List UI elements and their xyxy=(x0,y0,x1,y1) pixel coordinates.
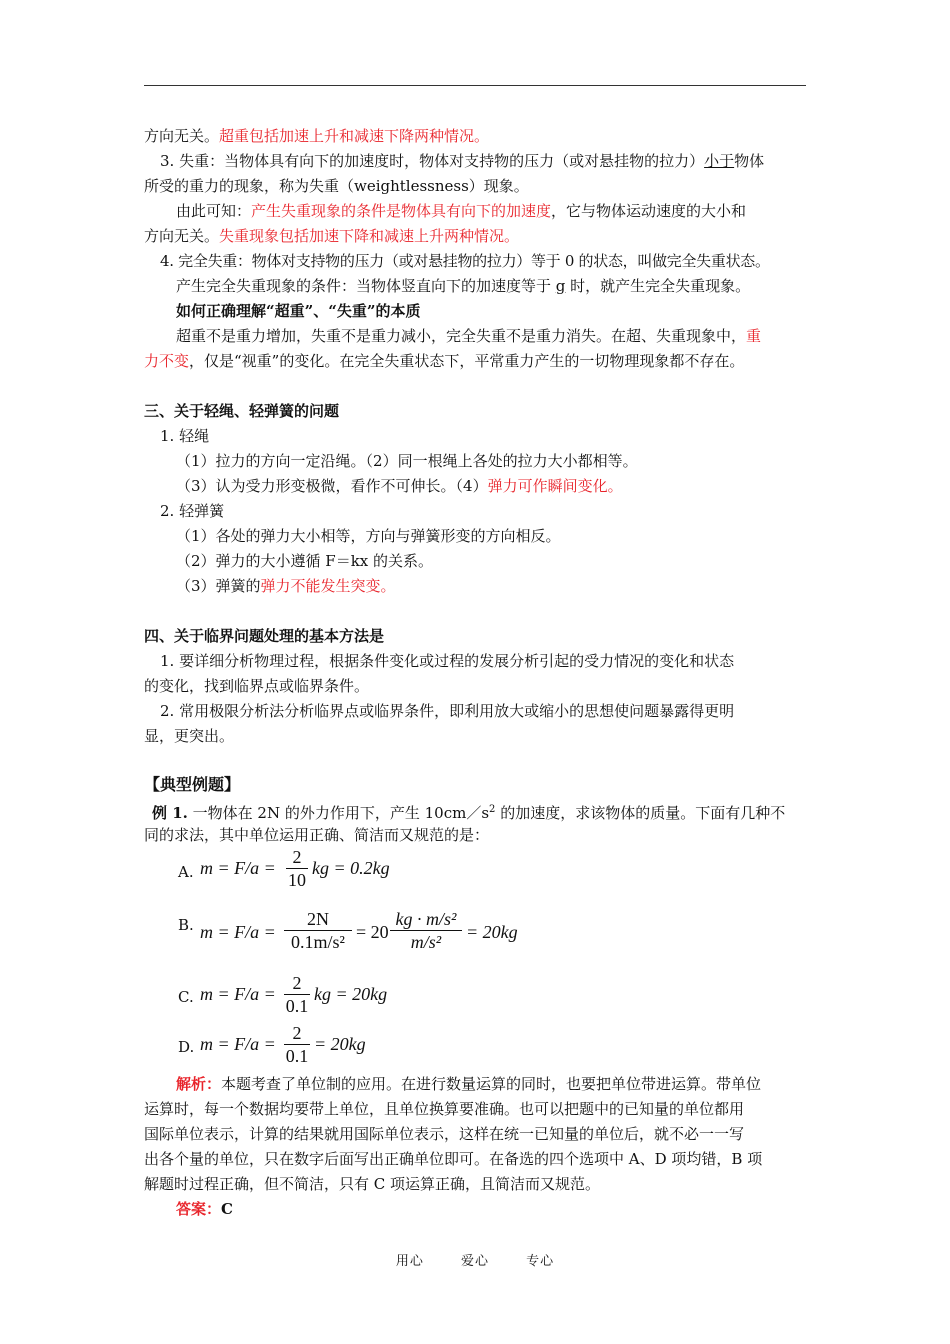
numerator: 2 xyxy=(292,973,302,993)
text-line xyxy=(144,351,744,371)
numerator: kg · m/s² xyxy=(395,909,457,929)
text: ，仅是“视重”的变化。在完全失重状态下，平常重力产生的一切物理现象都不存在。 xyxy=(189,352,745,370)
text: 物体 xyxy=(734,152,765,170)
text-line xyxy=(144,226,519,246)
math-text: = 20 xyxy=(356,922,389,942)
analysis-line xyxy=(144,1149,762,1169)
highlight-text: 弹力可作瞬间变化。 xyxy=(487,477,623,495)
text: C. xyxy=(178,988,194,1006)
text-line xyxy=(144,676,369,696)
option-a-lhs xyxy=(200,858,276,879)
option-b-fraction-2 xyxy=(390,908,462,953)
text: 超重不是重力增加，失重不是重力减小，完全失重不是重力消失。在超、失重现象中， xyxy=(176,327,747,345)
text: 由此可知： xyxy=(176,202,252,220)
text: 的变化，找到临界点或临界条件。 xyxy=(144,677,370,695)
underlined-text: g xyxy=(555,277,566,295)
text-line xyxy=(176,326,761,346)
text: 1. 要详细分析物理过程，根据条件变化或过程的发展分析引起的受力情况的变化和状态 xyxy=(160,652,735,670)
math-text: m = F/a = xyxy=(200,984,276,1004)
option-c-lhs xyxy=(200,984,276,1005)
text: 【典型例题】 xyxy=(144,775,241,794)
math-text: m = F/a = xyxy=(200,858,276,878)
math-text: = 20kg xyxy=(466,922,518,942)
superscript: 2 xyxy=(489,804,496,815)
numerator: 2 xyxy=(292,847,302,867)
text-line xyxy=(176,551,433,571)
analysis-line xyxy=(144,1099,744,1119)
denominator: 0.1m/s² xyxy=(291,932,345,952)
denominator: 0.1 xyxy=(285,1046,309,1066)
text: 运算时，每一个数据均要带上单位，且单位换算要准确。也可以把题中的已知量的单位都用 xyxy=(144,1100,745,1118)
text: 1. 轻绳 xyxy=(160,427,210,445)
footer-text: 爱心 xyxy=(460,1254,489,1269)
text: 如何正确理解“超重”、“失重”的本质 xyxy=(176,302,421,320)
text-line xyxy=(144,726,234,746)
math-text: kg = 20kg xyxy=(314,984,388,1004)
highlight-text: 重 xyxy=(746,327,762,345)
option-b-lhs xyxy=(200,922,276,943)
option-b-mid xyxy=(356,922,389,943)
text-line xyxy=(160,151,764,171)
option-a-rhs xyxy=(312,858,390,879)
analysis-line xyxy=(176,1074,761,1094)
text-line xyxy=(176,476,623,496)
question-line xyxy=(152,800,785,823)
highlight-text: 产生失重现象的条件是物体具有向下的加速度 xyxy=(251,202,552,220)
text: 三、关于轻绳、轻弹簧的问题 xyxy=(144,402,340,420)
option-c-label xyxy=(178,987,194,1007)
option-c-fraction xyxy=(284,972,310,1017)
text: 显，更突出。 xyxy=(144,727,235,745)
section-title xyxy=(144,626,384,646)
example-label: 例 1. xyxy=(152,804,188,822)
answer-label: 答案： xyxy=(176,1200,222,1218)
text: （3）弹簧的 xyxy=(176,577,261,595)
text: A. xyxy=(178,863,194,881)
text: 方向无关。 xyxy=(144,227,220,245)
text: 时，就产生完全失重现象。 xyxy=(565,277,751,295)
text: （1）拉力的方向一定沿绳。（2）同一根绳上各处的拉力大小都相等。 xyxy=(176,452,638,470)
math-text: kg = 0.2kg xyxy=(312,858,390,878)
analysis-line xyxy=(144,1124,744,1144)
subheading xyxy=(176,301,421,321)
option-b-rhs xyxy=(466,922,518,943)
text: 产生完全失重现象的条件：当物体竖直向下的加速度等于 xyxy=(176,277,556,295)
text-line xyxy=(176,451,638,471)
section-title xyxy=(144,401,339,421)
text: D. xyxy=(178,1038,195,1056)
answer-value: C xyxy=(221,1200,233,1218)
text-line xyxy=(176,576,396,596)
page-footer xyxy=(0,1250,950,1269)
highlight-text: 弹力不能发生突变。 xyxy=(260,577,396,595)
option-a-label xyxy=(178,862,194,882)
answer-line xyxy=(176,1199,233,1219)
text-line xyxy=(144,176,529,196)
option-b-fraction-1 xyxy=(284,908,352,953)
text: （1）各处的弹力大小相等，方向与弹簧形变的方向相反。 xyxy=(176,527,561,545)
option-a-fraction xyxy=(286,846,308,891)
denominator: m/s² xyxy=(410,932,442,952)
text: 本题考查了单位制的应用。在进行数量运算的同时，也要把单位带进运算。带单位 xyxy=(221,1075,762,1093)
text-line xyxy=(160,651,734,671)
underlined-text: 小于 xyxy=(704,152,735,170)
text: ，它与物体运动速度的大小和 xyxy=(551,202,747,220)
text: 国际单位表示，计算的结果就用国际单位表示，这样在统一已知量的单位后，就不必一一写 xyxy=(144,1125,745,1143)
math-text: = 20kg xyxy=(314,1034,366,1054)
footer-text: 专心 xyxy=(526,1254,555,1269)
text-line xyxy=(176,276,750,296)
numerator: 2 xyxy=(292,1023,302,1043)
footer-text: 用心 xyxy=(395,1254,424,1269)
math-text: m = F/a = xyxy=(200,922,276,942)
text-line xyxy=(160,701,734,721)
text: 同的求法，其中单位运用正确、简洁而又规范的是： xyxy=(144,826,490,844)
text-line xyxy=(160,251,770,271)
text-line xyxy=(176,201,746,221)
option-c-rhs xyxy=(314,984,387,1005)
analysis-label: 解析： xyxy=(176,1075,222,1093)
text: 一物体在 2N 的外力作用下，产生 10cm／s xyxy=(187,804,490,822)
text: 方向无关。 xyxy=(144,127,220,145)
option-d-rhs xyxy=(314,1034,366,1055)
option-b-label xyxy=(178,915,194,935)
highlight-text: 超重包括加速上升和减速下降两种情况。 xyxy=(219,127,490,145)
text: 解题时过程正确，但不简洁，只有 C 项运算正确，且简洁而又规范。 xyxy=(144,1175,601,1193)
text-line xyxy=(144,126,489,146)
header-rule xyxy=(144,85,806,86)
highlight-text: 失重现象包括加速下降和减速上升两种情况。 xyxy=(219,227,520,245)
option-d-fraction xyxy=(284,1022,310,1067)
highlight-text: 力不变 xyxy=(144,352,190,370)
math-text: m = F/a = xyxy=(200,1034,276,1054)
text: （2）弹力的大小遵循 F＝kx 的关系。 xyxy=(176,552,434,570)
denominator: 0.1 xyxy=(285,996,309,1016)
text: 3. 失重：当物体具有向下的加速度时，物体对支持物的压力（或对悬挂物的拉力） xyxy=(160,152,705,170)
analysis-line xyxy=(144,1174,600,1194)
option-d-label xyxy=(178,1037,194,1057)
text: （3）认为受力形变极微，看作不可伸长。（4） xyxy=(176,477,488,495)
numerator: 2N xyxy=(307,909,329,929)
option-d-lhs xyxy=(200,1034,276,1055)
text: 出各个量的单位，只在数字后面写出正确单位即可。在备选的四个选项中 A、D 项均错，B 项 xyxy=(144,1150,763,1168)
text-line xyxy=(160,426,209,446)
example-header xyxy=(144,775,240,795)
text: 2. 轻弹簧 xyxy=(160,502,225,520)
text: 2. 常用极限分析法分析临界点或临界条件，即利用放大或缩小的思想使问题暴露得更明 xyxy=(160,702,735,720)
text: 4. 完全失重：物体对支持物的压力（或对悬挂物的拉力）等于 0 的状态，叫做完全失重状态。 xyxy=(160,252,770,270)
question-line xyxy=(144,825,489,845)
text-line xyxy=(176,526,561,546)
text: 的加速度，求该物体的质量。下面有几种不 xyxy=(495,804,786,822)
denominator: 10 xyxy=(288,870,306,890)
text: 所受的重力的现象，称为失重（weightlessness）现象。 xyxy=(144,177,529,195)
text: B. xyxy=(178,916,194,934)
text: 四、关于临界问题处理的基本方法是 xyxy=(144,627,385,645)
text-line xyxy=(160,501,224,521)
